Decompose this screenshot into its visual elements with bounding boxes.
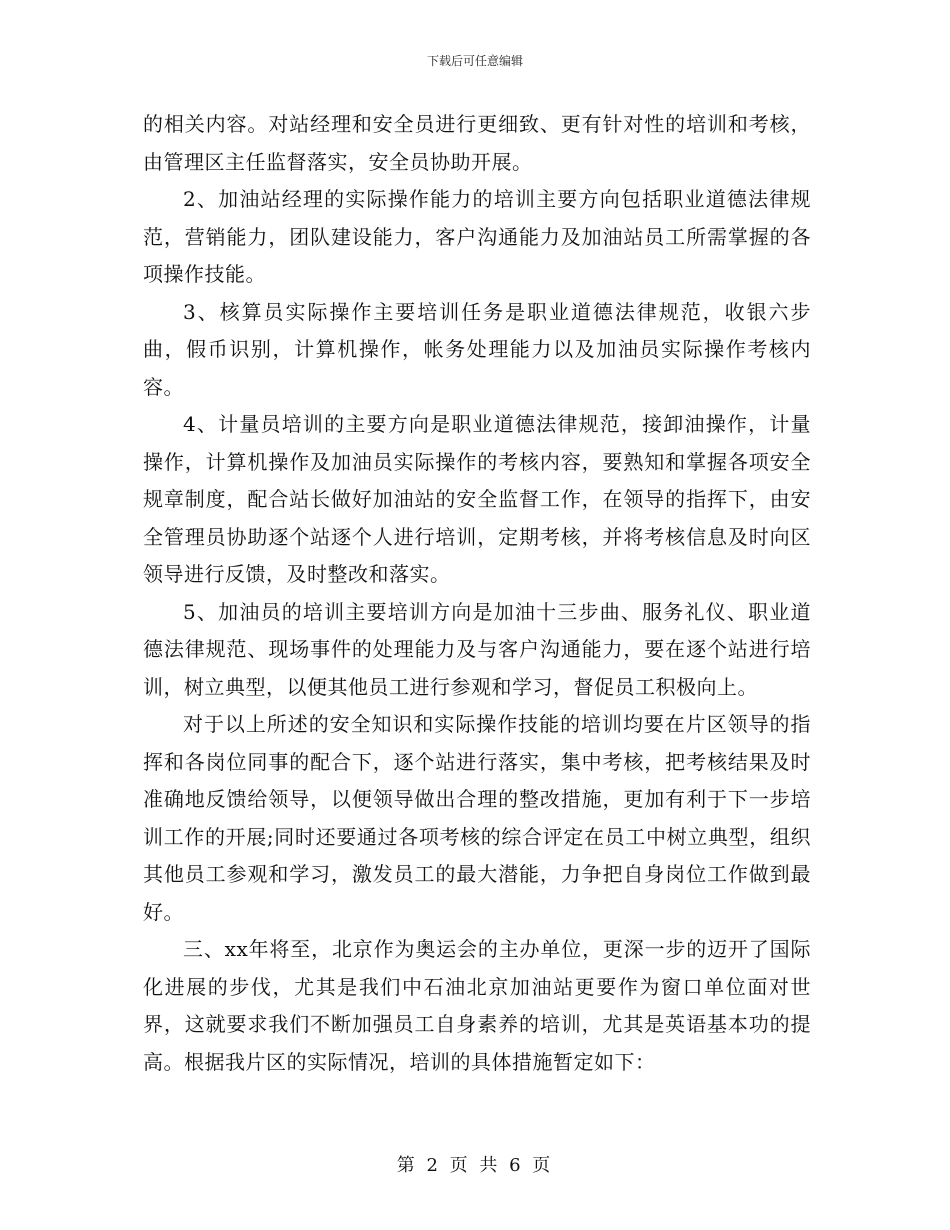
paragraph-item-2: 2、加油站经理的实际操作能力的培训主要方向包括职业道德法律规范，营销能力，团队建设能力，客户沟通能力及加油站员工所需掌握的各项操作技能。: [143, 187, 811, 286]
document-body: [143, 106, 811, 1081]
paragraph-continuation: 的相关内容。对站经理和安全员进行更细致、更有针对性的培训和考核，由管理区主任监督落实，安全员协助开展。: [143, 112, 811, 174]
paragraph-summary: 对于以上所述的安全知识和实际操作技能的培训均要在片区领导的指挥和各岗位同事的配合下，逐个站进行落实，集中考核，把考核结果及时准确地反馈给领导，以便领导做出合理的整改措施，更加有利于下一步培训工作的开展;同时还要通过各项考核的综合评定在员工中树立典型，组织其他员工参观和学习，激发员工的最大潜能，力争把自身岗位工作做到最好。: [143, 712, 811, 924]
page-header: 下载后可任意编辑: [426, 54, 523, 68]
paragraph-section-3: 三、xx年将至，北京作为奥运会的主办单位，更深一步的迈开了国际化进展的步伐，尤其是我们中石油北京加油站更要作为窗口单位面对世界，这就要求我们不断加强员工自身素养的培训，尤其是英语基本功的提高。根据我片区的实际情况，培训的具体措施暂定如下：: [143, 937, 811, 1074]
paragraph-item-5: 5、加油员的培训主要培训方向是加油十三步曲、服务礼仪、职业道德法律规范、现场事件的处理能力及与客户沟通能力，要在逐个站进行培训，树立典型，以便其他员工进行参观和学习，督促员工积极向上。: [143, 599, 811, 699]
paragraph-item-3: 3、核算员实际操作主要培训任务是职业道德法律规范，收银六步曲，假币识别，计算机操作，帐务处理能力以及加油员实际操作考核内容。: [143, 299, 811, 399]
page-footer: 第 2 页 共 6 页: [396, 1155, 554, 1176]
paragraph-item-4: 4、计量员培训的主要方向是职业道德法律规范，接卸油操作，计量操作，计算机操作及加油员实际操作的考核内容，要熟知和掌握各项安全规章制度，配合站长做好加油站的安全监督工作，在领导的指挥下，由安全管理员协助逐个站逐个人进行培训，定期考核，并将考核信息及时向区领导进行反馈，及时整改和落实。: [143, 412, 811, 586]
